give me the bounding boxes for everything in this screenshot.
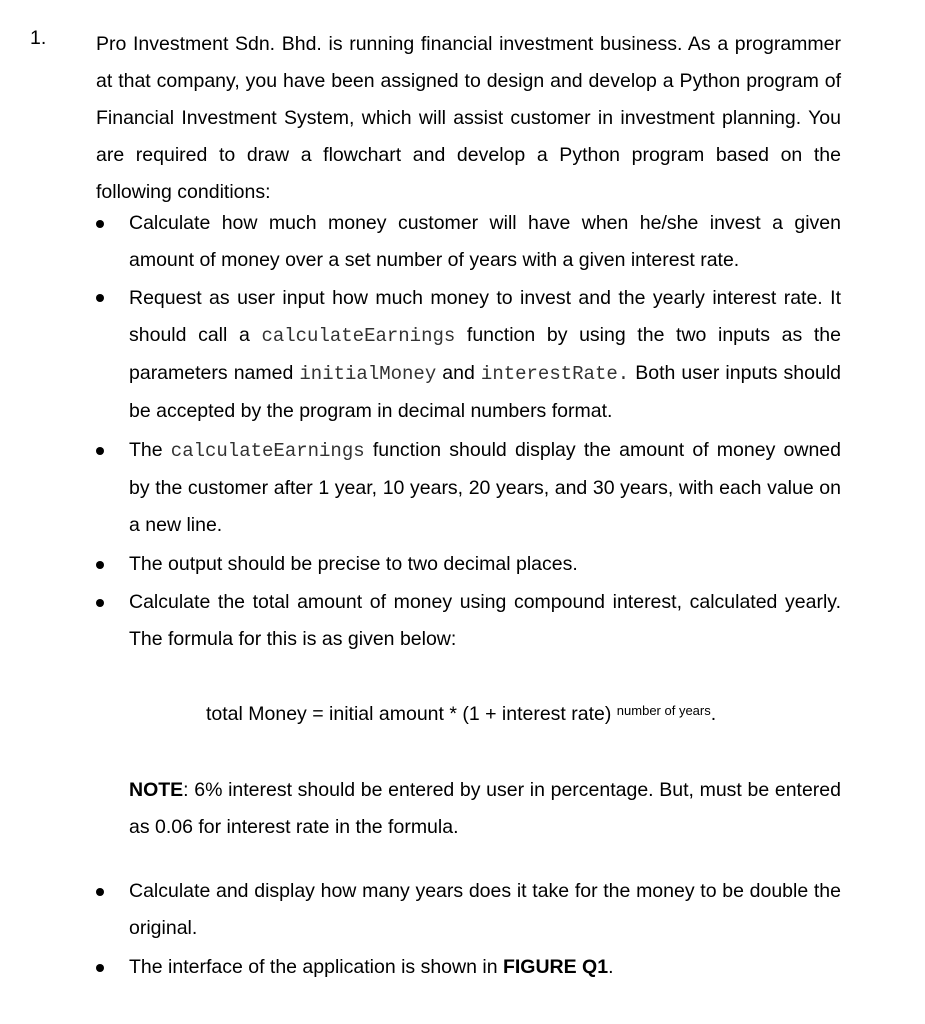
bullet-item-7 [129, 949, 841, 986]
bullet-item-3 [129, 432, 841, 544]
bullet-item-4: The output should be precise to two decimal places. [129, 553, 578, 575]
bullet-dot-1 [96, 220, 106, 230]
code-calculate-earnings-2: calculateEarnings [170, 440, 365, 462]
bullet-3-text-a: The [129, 439, 171, 461]
question-intro: Pro Investment Sdn. Bhd. is running financial investment business. As a programmer at that company, you have been assigned to design and develop a Python program of Financial Investment System, which will assist customer in investment planning. You are required to draw a flowchart and develop a Python program based on the following conditions: [96, 33, 841, 203]
bullet-7-text-b: . [608, 956, 614, 978]
code-calculate-earnings: calculateEarnings [261, 325, 456, 347]
code-initial-money: initialMoney [299, 363, 437, 385]
bullet-item-6: Calculate and display how many years does it take for the money to be double the original. [129, 880, 841, 939]
bullet-item-2 [129, 280, 841, 430]
formula-main: total Money = initial amount * (1 + interest rate) [206, 703, 617, 725]
bullet-2-text-b: function by using the two inputs as the parameters named [129, 324, 841, 384]
bullet-dot-4 [96, 561, 106, 571]
bullet-dot-6 [96, 888, 106, 898]
bullet-dot-7 [96, 964, 106, 974]
question-number: 1. [30, 27, 47, 49]
formula-end: . [710, 703, 717, 725]
note-text: : 6% interest should be entered by user in percentage. But, must be entered as 0.06 for interest rate in the formula. [129, 779, 841, 838]
compound-interest-formula [206, 702, 716, 726]
code-interest-rate: interestRate. [480, 363, 630, 385]
bullet-2-text-c: and [436, 362, 481, 384]
bullet-3-text-b: function should display the amount of money owned by the customer after 1 year, 10 years, 20 years, and 30 years, with each value on a new line. [129, 439, 841, 536]
bullet-dot-3 [96, 447, 106, 457]
bullet-dot-2 [96, 294, 106, 304]
bullet-dot-5 [96, 599, 106, 609]
formula-exponent: number of years [616, 703, 711, 718]
note-label: NOTE [129, 779, 184, 801]
bullet-7-text-a: The interface of the application is shown in [129, 956, 503, 978]
bullet-item-1: Calculate how much money customer will have when he/she invest a given amount of money over a set number of years with a given interest rate. [129, 212, 841, 271]
note-paragraph [129, 772, 841, 846]
bullet-2-text-d: Both user inputs should be accepted by the program in decimal numbers format. [129, 362, 841, 422]
figure-reference: FIGURE Q1 [502, 956, 609, 978]
bullet-item-5: Calculate the total amount of money using compound interest, calculated yearly. The formula for this is as given below: [129, 591, 841, 650]
bullet-2-text-a: Request as user input how much money to invest and the yearly interest rate. It should call a [129, 287, 841, 346]
